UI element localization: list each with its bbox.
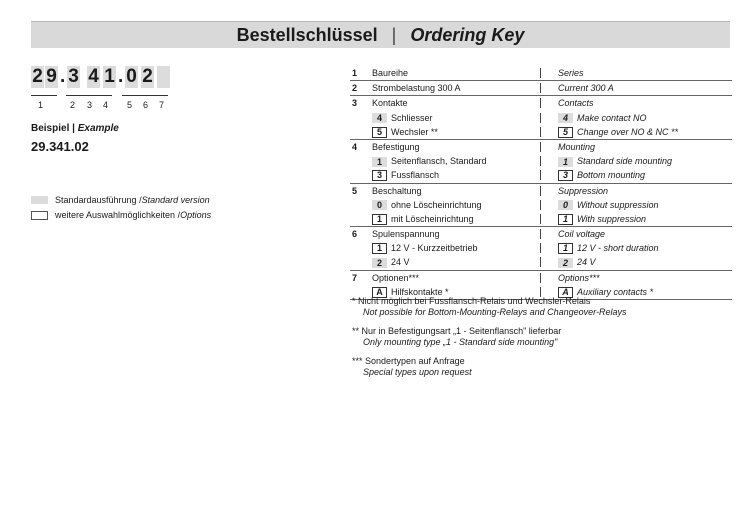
option-en [558,154,672,168]
column-divider [540,68,541,78]
row-label-de: Spulenspannung [372,229,440,240]
row-number: 1 [352,68,358,78]
option-en [558,241,659,255]
legend-options-de: weitere Auswahlmöglichkeiten / [55,210,181,220]
option-label-en: Standard side mounting [577,156,673,167]
option-en [558,168,645,182]
row-label-en: Coil voltage [558,229,606,240]
option-label-de: ohne Löscheinrichtung [391,199,482,210]
table-row [350,168,732,183]
table-row [350,125,732,140]
example-label-en: Example [77,123,119,134]
table-row [350,111,732,125]
position-5: 5 [126,100,132,110]
option-en [558,255,596,269]
position-1: 1 [37,100,43,110]
option-code-box: 3 [372,170,387,181]
column-divider [540,243,541,253]
column-divider [540,257,541,267]
title-en: Ordering Key [410,24,525,45]
footnote-1 [352,296,626,318]
option-code-box: 3 [558,170,573,181]
legend-standard-en: Standard version [141,195,210,205]
option-en [558,125,678,139]
option-en [558,111,647,125]
ordering-table [350,66,732,300]
row-label-en: Suppression [558,185,609,196]
table-row [350,96,732,110]
option-code-standard: 2 [558,258,573,268]
column-divider [540,156,541,166]
table-row [350,81,732,96]
option-label-de: 24 V [391,257,410,268]
option-de [372,111,433,125]
column-divider [540,170,541,180]
row-number: 2 [352,83,358,94]
position-4: 4 [102,100,108,110]
column-divider [540,113,541,123]
option-code-box: A [372,287,387,298]
page-header [31,21,730,48]
column-divider [540,142,541,152]
row-number: 7 [352,272,358,283]
option-code-box: 1 [558,214,573,225]
table-row [350,198,732,212]
option-code-box: A [558,287,573,298]
title-de: Bestellschlüssel [236,24,378,45]
code-box-7 [157,66,170,88]
footnote-2-de: ** Nur in Befestigungsart „1 - Seitenflansch" lieferbar [352,326,562,336]
code-dot-2: . [118,66,124,87]
option-de [372,241,478,255]
option-code-box: 5 [372,127,387,138]
row-number: 4 [352,141,358,152]
footnotes [352,296,626,386]
position-7: 7 [158,100,164,110]
code-char-3: 3 [68,66,79,87]
legend-options [31,210,211,220]
table-row [350,227,732,241]
row-label-de: Kontakte [372,98,408,109]
code-char-4: 4 [88,66,99,87]
example-label [31,123,119,134]
options-swatch [31,211,48,220]
row-label-en: Current 300 A [558,83,614,94]
option-code-standard: 2 [372,258,387,268]
option-label-en: Bottom mounting [577,170,646,181]
option-label-de: Seitenflansch, Standard [391,156,487,167]
option-label-en: Auxiliary contacts * [577,286,654,297]
legend-standard-de: Standardausführung / [55,195,142,205]
column-divider [540,273,541,283]
option-de [372,154,487,168]
column-divider [540,214,541,224]
code-underline-3 [122,95,168,96]
option-de [372,198,482,212]
row-label-en: Mounting [558,141,596,152]
option-label-en: 24 V [577,257,596,268]
column-divider [540,83,541,93]
column-divider [540,186,541,196]
option-label-en: Without suppression [577,199,659,210]
table-row [350,212,732,227]
position-3: 3 [86,100,92,110]
option-code-standard: 4 [372,113,387,123]
option-code-box: 1 [372,243,387,254]
footnote-1-de: * Nicht möglich bei Fussflansch-Relais und Wechsler-Relais [352,296,591,306]
code-underline-1 [31,95,57,96]
legend-standard [31,195,210,205]
option-de [372,125,438,139]
table-row [350,271,732,285]
row-number: 6 [352,229,358,240]
footnote-1-en: Not possible for Bottom-Mounting-Relays and Changeover-Relays [363,307,627,317]
option-label-de: 12 V - Kurzzeitbetrieb [391,243,478,254]
column-divider [540,200,541,210]
code-underline-2 [66,95,112,96]
code-char-5: 1 [104,66,115,87]
option-de [372,212,474,226]
option-code-standard: 4 [558,113,573,123]
example-label-sep: | [72,123,75,134]
row-label-de: Optionen*** [372,272,420,283]
option-label-en: Make contact NO [577,112,647,123]
row-label-de: Befestigung [372,141,420,152]
position-6: 6 [142,100,148,110]
option-label-de: Fussflansch [391,170,440,181]
option-code-box: 1 [372,214,387,225]
example-value: 29.341.02 [31,139,89,154]
option-label-de: Hilfskontakte * [391,286,449,297]
option-label-en: With suppression [577,213,646,224]
option-label-de: mit Löscheinrichtung [391,213,474,224]
code-char-6: 0 [126,66,137,87]
option-code-standard: 0 [558,200,573,210]
row-label-en: Contacts [558,98,594,109]
row-number: 5 [352,185,358,196]
footnote-2-en: Only mounting type „1 - Standard side mounting" [363,337,558,347]
legend-options-en: Options [180,210,212,220]
option-label-en: 12 V - short duration [577,243,659,254]
option-label-de: Schliesser [391,112,433,123]
table-row [350,184,732,198]
row-label-en: Options*** [558,272,600,283]
row-label-de: Baureihe [372,68,409,78]
option-code-standard: 0 [372,200,387,210]
example-label-de: Beispiel [31,123,70,134]
code-char-1: 2 [32,66,43,87]
row-number: 3 [352,98,358,109]
column-divider [540,229,541,239]
position-2: 2 [69,100,75,110]
code-dot-1: . [60,66,66,87]
title-separator: | [391,24,397,45]
footnote-3-de: *** Sondertypen auf Anfrage [352,356,465,366]
option-label-en: Change over NO & NC ** [577,126,679,137]
table-row [350,140,732,154]
option-code-standard: 1 [372,157,387,167]
option-code-box: 1 [558,243,573,254]
row-label-de: Beschaltung [372,185,422,196]
option-code-standard: 1 [558,157,573,167]
footnote-3 [352,356,626,378]
code-char-2: 9 [46,66,57,87]
option-label-de: Wechsler ** [391,126,438,137]
code-char-7: 2 [142,66,153,87]
table-row [350,241,732,255]
option-code-box: 5 [558,127,573,138]
row-label-en: Series [558,68,584,78]
table-row [350,66,732,81]
column-divider [540,127,541,137]
table-row [350,154,732,168]
row-label-de: Strombelastung 300 A [372,83,461,94]
option-en [558,212,646,226]
option-de [372,255,410,269]
standard-swatch [31,196,48,204]
table-row [350,255,732,270]
footnote-3-en: Special types upon request [363,367,472,377]
column-divider [540,98,541,108]
option-en [558,198,658,212]
option-de [372,168,439,182]
footnote-2 [352,326,626,348]
